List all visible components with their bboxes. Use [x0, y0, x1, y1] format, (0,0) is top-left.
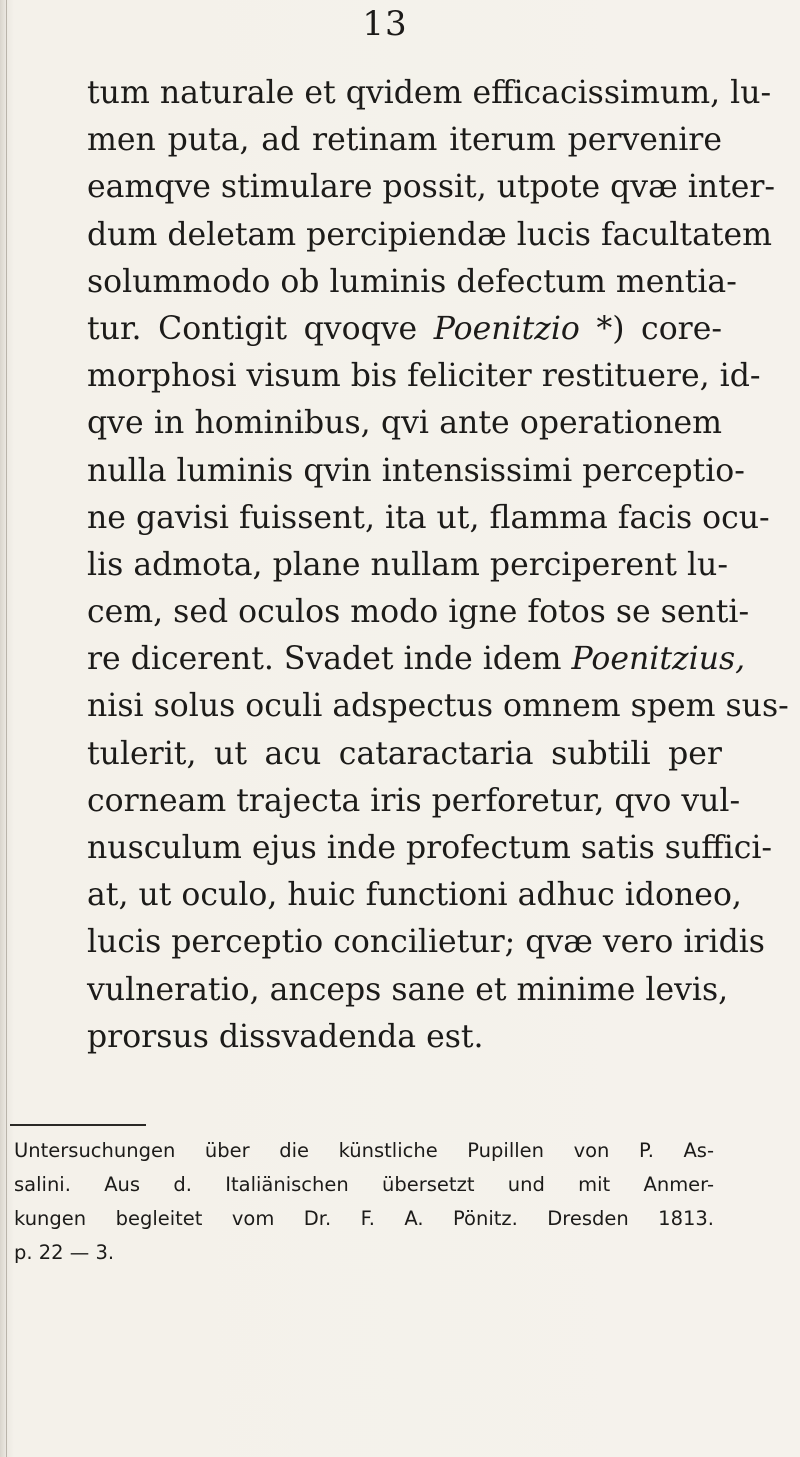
text-line: lis admota, plane nullam perciperent lu- — [87, 546, 728, 583]
text-line — [87, 306, 722, 353]
text-line: eamqve stimulare possit, utpote qvæ inter- — [87, 169, 776, 206]
footnote-line: Untersuchungen über die künstliche Pupillen von P. As- — [14, 1139, 714, 1162]
text-line: ne gavisi fuissent, ita ut, flamma facis ocu- — [87, 499, 770, 536]
author-name-italic: Poenitzio — [433, 310, 580, 347]
text-line: solummodo ob luminis defectum mentia- — [87, 263, 737, 300]
text-line: prorsus dissvadenda est. — [87, 1018, 484, 1055]
text-line: cem, sed oculos modo igne fotos se senti- — [87, 594, 750, 631]
text-segment: *) core- — [579, 310, 722, 347]
text-line: corneam trajecta iris perforetur, qvo vul- — [87, 782, 741, 819]
footnote — [14, 1134, 714, 1270]
text-line: morphosi visum bis feliciter restituere, id- — [87, 358, 761, 395]
text-line: at, ut oculo, huic functioni adhuc idoneo, — [87, 877, 742, 914]
text-line: lucis perceptio concilietur; qvæ vero iridis — [87, 924, 765, 961]
footnote-line: p. 22 — 3. — [14, 1241, 115, 1264]
page-gutter-edge — [6, 0, 7, 1457]
text-line: nusculum ejus inde profectum satis suffici- — [87, 830, 773, 866]
text-line: tum naturale et qvidem efficacissimum, lu- — [87, 75, 772, 111]
text-line: nisi solus oculi adspectus omnem spem sus- — [87, 688, 789, 725]
footnote-line: salini. Aus d. Italiänischen übersetzt und mit Anmer- — [14, 1173, 714, 1196]
text-line: dum deletam percipiendæ lucis facultatem — [87, 216, 773, 253]
text-segment: re dicerent. Svadet inde idem — [87, 641, 572, 678]
text-line: tulerit, ut acu cataractaria subtili per — [87, 735, 722, 772]
text-line: vulneratio, anceps sane et minime levis, — [87, 971, 729, 1008]
page-number: 13 — [362, 4, 408, 44]
text-line: qve in hominibus, qvi ante operationem — [87, 405, 722, 442]
footnote-rule — [10, 1124, 146, 1126]
text-segment: tur. Contigit qvoqve — [87, 310, 434, 347]
text-line: men puta, ad retinam iterum pervenire — [87, 122, 722, 159]
author-name-italic: Poenitzius, — [571, 641, 746, 678]
text-line: nulla luminis qvin intensissimi perceptio- — [87, 452, 745, 489]
body-text — [87, 70, 789, 1061]
footnote-line: kungen begleitet vom Dr. F. A. Pönitz. Dresden 1813. — [14, 1207, 714, 1230]
text-line — [87, 636, 746, 683]
